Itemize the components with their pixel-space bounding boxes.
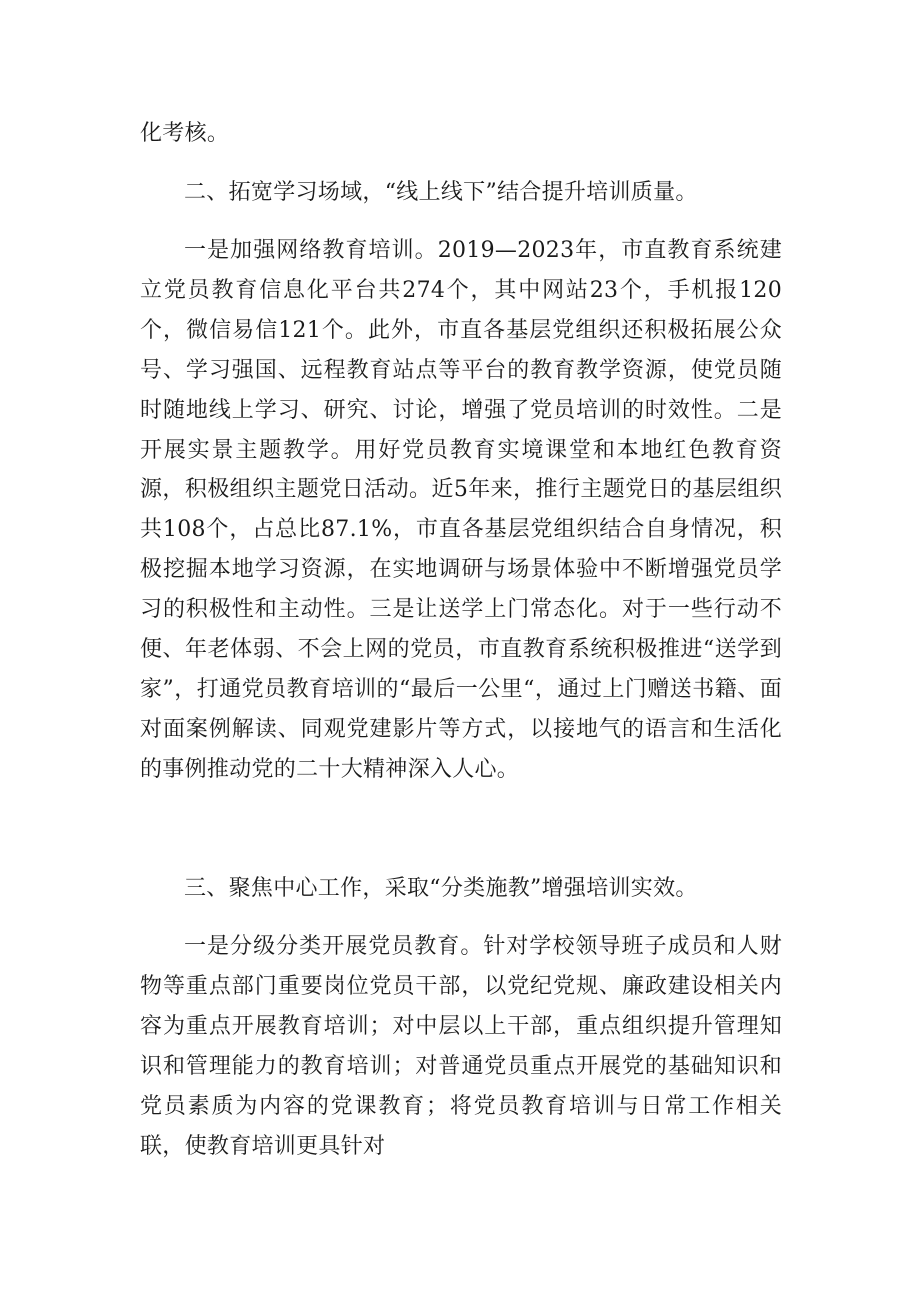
- paragraph-text: 化考核。: [140, 121, 230, 146]
- paragraph-text: 一是分级分类开展党员教育。针对学校领导班子成员和人财物等重点部门重要岗位党员干部，以党纪党规、廉政建设相关内容为重点开展教育培训；对中层以上干部，重点组织提升管理知识和管理能力的教育培训；对普通党员重点开展党的基础知识和党员素质为内容的党课教育；将党员教育培训与日常工作相关联，使教育培训更具针对: [140, 934, 782, 1159]
- heading-text: 三、聚焦中心工作，采取“分类施教”增强培训实效。: [184, 876, 698, 901]
- paragraph-continuation: [140, 114, 782, 154]
- section-heading-3: [140, 869, 782, 909]
- heading-text: 二、拓宽学习场域，“线上线下”结合提升培训质量。: [184, 180, 698, 205]
- paragraph-body-2: [140, 231, 782, 790]
- paragraph-text: 一是加强网络教育培训。2019—2023年，市直教育系统建立党员教育信息化平台共274个，其中网站23个，手机报120个，微信易信121个。此外，市直各基层党组织还积极拓展公众号、学习强国、远程教育站点等平台的教育教学资源，使党员随时随地线上学习、研究、讨论，增强了党员培训的时效性。二是开展实景主题教学。用好党员教育实境课堂和本地红色教育资源，积极组织主题党日活动。近5年来，推行主题党日的基层组织共108个，占总比87.1%，市直各基层党组织结合自身情况，积极挖掘本地学习资源，在实地调研与场景体验中不断增强党员学习的积极性和主动性。三是让送学上门常态化。对于一些行动不便、年老体弱、不会上网的党员，市直教育系统积极推进“送学到家”，打通党员教育培训的“最后一公里“，通过上门赠送书籍、面对面案例解读、同观党建影片等方式，以接地气的语言和生活化的事例推动党的二十大精神深入人心。: [140, 238, 782, 782]
- paragraph-body-3: [140, 927, 782, 1166]
- section-heading-2: [140, 173, 782, 213]
